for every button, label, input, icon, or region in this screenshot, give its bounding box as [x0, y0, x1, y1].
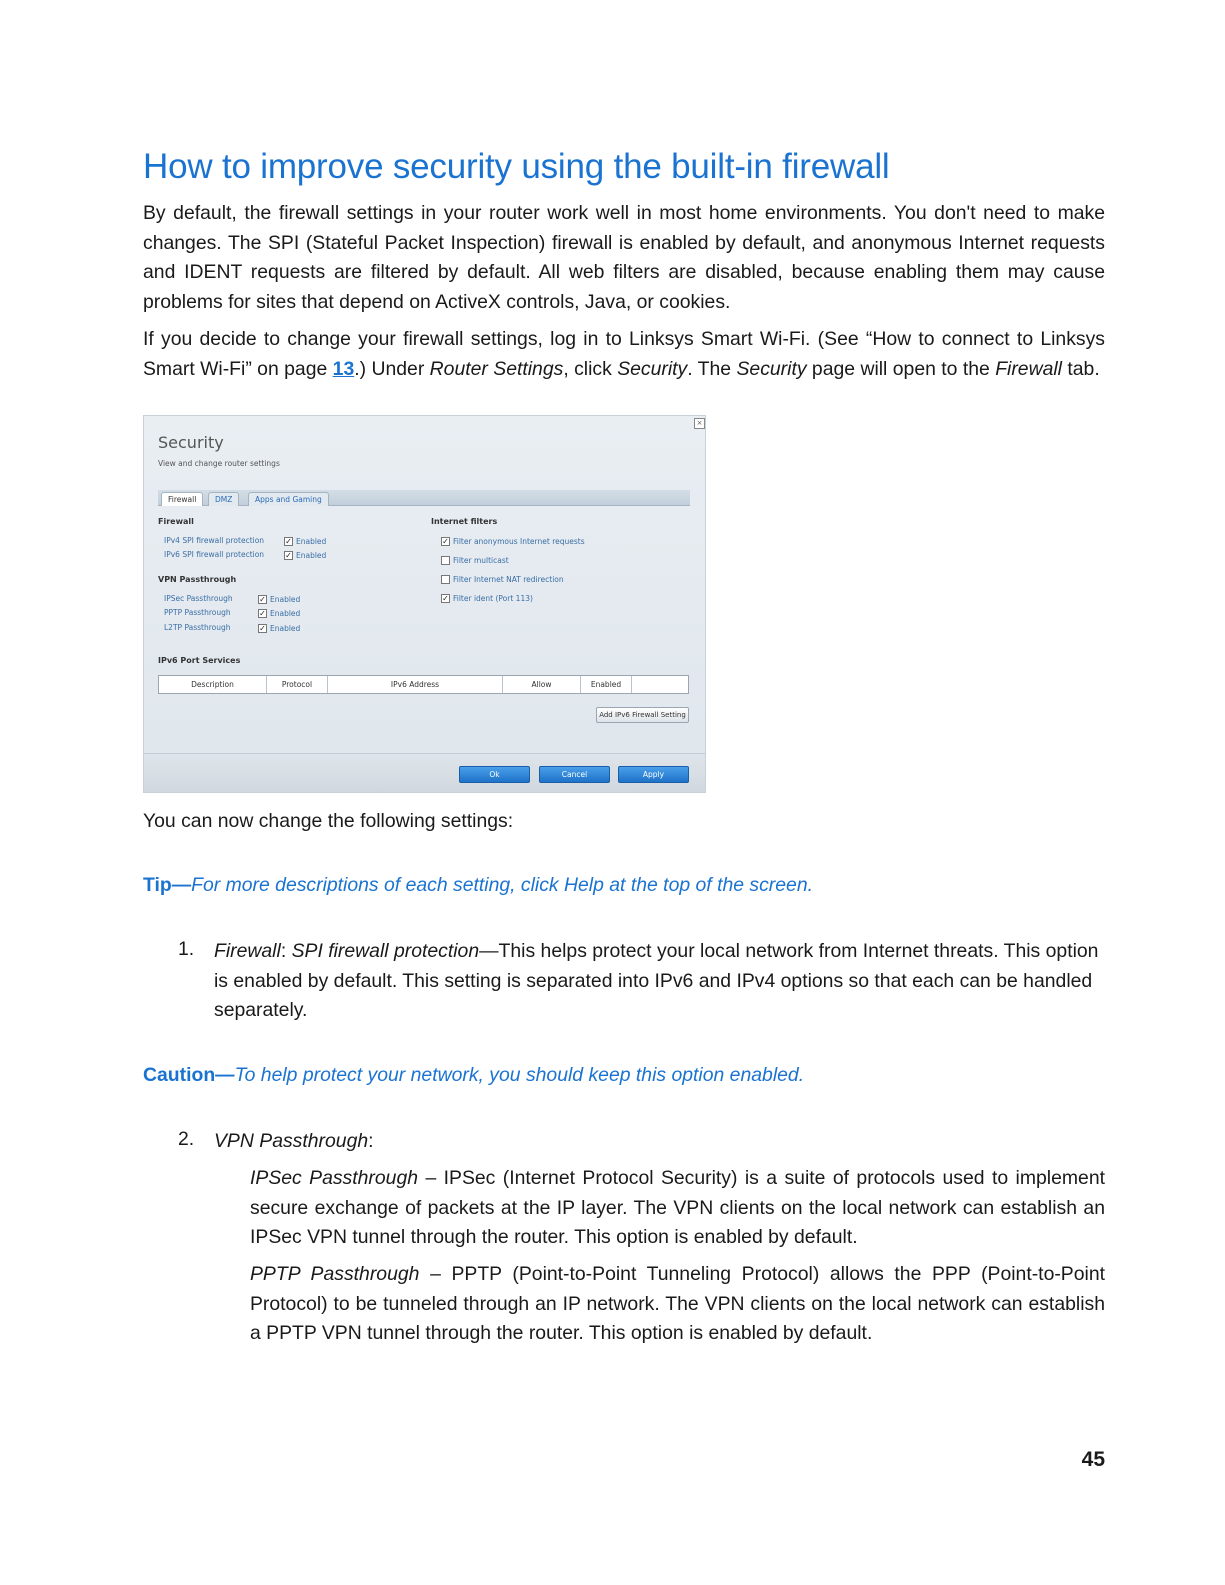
ipv6-spi-enabled: Enabled: [296, 551, 327, 560]
filter-nat-label: Filter Internet NAT redirection: [453, 575, 564, 584]
pptp-enabled: Enabled: [270, 609, 301, 618]
ipv6-spi-label: IPv6 SPI firewall protection: [164, 550, 265, 559]
filter-multicast-checkbox[interactable]: [441, 556, 450, 565]
item1-text: Firewall: SPI firewall protection—This helps protect your local network from Internet threats. This option is enabled by default. This setting is separated into IPv6 and IPv4 options so that each can be handled separately.: [214, 940, 1099, 1021]
ipv6-spi-checkbox[interactable]: ✓: [285, 551, 292, 560]
tab-dmz[interactable]: DMZ: [208, 492, 239, 506]
filter-multicast-label: Filter multicast: [453, 556, 509, 565]
col-protocol: Protocol: [267, 676, 328, 693]
pptp-checkbox[interactable]: ✓: [259, 609, 266, 618]
filter-anonymous-label: Filter anonymous Internet requests: [453, 537, 585, 546]
filter-anonymous-checkbox[interactable]: ✓: [442, 537, 449, 546]
tip-note: Tip—For more descriptions of each setting, click Help at the top of the screen.: [143, 874, 814, 896]
ipv4-spi-checkbox[interactable]: ✓: [285, 537, 292, 546]
tab-apps-and-gaming[interactable]: Apps and Gaming: [248, 492, 329, 506]
cancel-button[interactable]: Cancel: [539, 766, 610, 783]
ipv4-spi-label: IPv4 SPI firewall protection: [164, 536, 265, 545]
filter-ident-label: Filter ident (Port 113): [453, 594, 533, 603]
l2tp-label: L2TP Passthrough: [164, 623, 231, 632]
ipv6-port-table: [158, 675, 689, 694]
page-link[interactable]: 13: [332, 357, 355, 380]
item1-number: 1.: [178, 938, 195, 960]
ipv4-spi-enabled: Enabled: [296, 537, 327, 546]
col-enabled: Enabled: [581, 676, 632, 693]
add-ipv6-firewall-button[interactable]: Add IPv6 Firewall Setting: [596, 707, 689, 723]
l2tp-enabled: Enabled: [270, 624, 301, 633]
internet-filters-title: Internet filters: [431, 517, 498, 526]
ipsec-label: IPSec Passthrough: [164, 594, 233, 603]
page-heading: How to improve security using the built-in firewall: [143, 147, 890, 186]
ipv6-port-services-title: IPv6 Port Services: [158, 656, 241, 665]
ipsec-enabled: Enabled: [270, 595, 301, 604]
security-screenshot: [143, 415, 706, 793]
item2-number: 2.: [178, 1128, 195, 1150]
pptp-paragraph: PPTP Passthrough – PPTP (Point-to-Point Tunneling Protocol) allows the PPP (Point-to-Point Protocol) to be tunneled through an IP network. The VPN clients on the local network can establish a PPTP VPN tunnel through the router. This option is enabled by default.: [250, 1263, 1106, 1344]
screenshot-title: Security: [158, 433, 224, 452]
ok-button[interactable]: Ok: [459, 766, 530, 783]
col-ipv6-address: IPv6 Address: [328, 676, 503, 693]
filter-nat-checkbox[interactable]: [441, 575, 450, 584]
item2-text: VPN Passthrough:: [214, 1130, 374, 1152]
firewall-section-title: Firewall: [158, 517, 194, 526]
tab-firewall[interactable]: Firewall: [161, 492, 203, 506]
col-allow: Allow: [503, 676, 581, 693]
settings-intro: You can now change the following settings:: [143, 810, 514, 832]
intro-paragraph: By default, the firewall settings in your router work well in most home environments. You don't need to make changes. The SPI (Stateful Packet Inspection) firewall is enabled by default, and anonymous Internet requests and IDENT requests are filtered by default. All web filters are disabled, because enabling them may cause problems for sites that depend on ActiveX controls, Java, or cookies.: [143, 202, 1105, 313]
screenshot-subtitle: View and change router settings: [158, 459, 280, 468]
vpn-section-title: VPN Passthrough: [158, 575, 237, 584]
apply-button[interactable]: Apply: [618, 766, 689, 783]
caution-note: Caution—To help protect your network, you should keep this option enabled.: [143, 1064, 805, 1086]
close-icon[interactable]: ×: [694, 418, 705, 429]
l2tp-checkbox[interactable]: ✓: [259, 624, 266, 633]
col-description: Description: [159, 676, 267, 693]
instructions-paragraph: If you decide to change your firewall settings, log in to Linksys Smart Wi-Fi. (See “How to connect to Linksys Smart Wi-Fi” on page 13.) Under Router Settings, click Security. The Security page will open to the Firewall tab.: [143, 328, 1105, 380]
pptp-label: PPTP Passthrough: [164, 608, 231, 617]
ipsec-paragraph: IPSec Passthrough – IPSec (Internet Protocol Security) is a suite of protocols used to implement secure exchange of packets at the IP layer. The VPN clients on the local network can establish an IPSec VPN tunnel through the router. This option is enabled by default.: [250, 1167, 1105, 1248]
page-number: 45: [1081, 1448, 1105, 1471]
ipsec-checkbox[interactable]: ✓: [259, 595, 266, 604]
filter-ident-checkbox[interactable]: ✓: [442, 594, 449, 603]
